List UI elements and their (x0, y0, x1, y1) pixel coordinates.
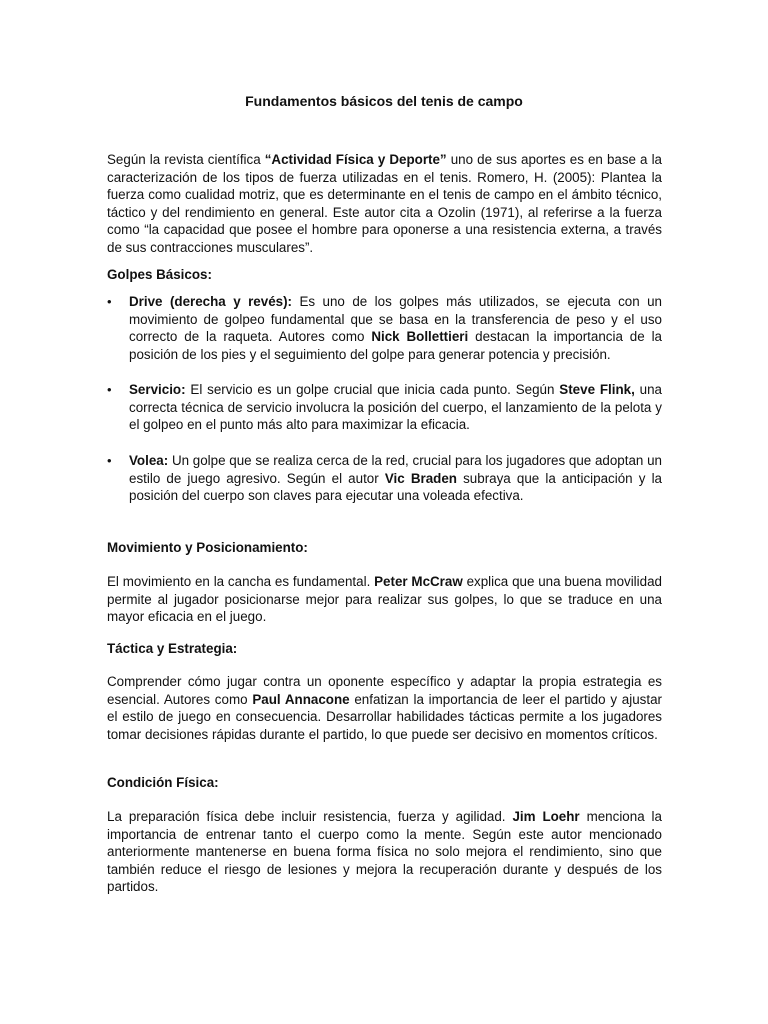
author-name: Steve Flink, (559, 382, 635, 397)
section-heading-golpes: Golpes Básicos: (107, 267, 212, 282)
paragraph-text: enfatizan la importancia de leer el partido y ajustar el estilo de juego en consecuencia. Desarrollar habilidades tácticas permite a los jugadores tomar decisiones rápidas durante el partido, lo que puede ser decisivo en momentos críticos. (107, 691, 662, 742)
movimiento-paragraph (107, 573, 662, 626)
section-heading-condicion: Condición Física: (107, 775, 219, 790)
term-drive: Drive (derecha y revés): (129, 294, 293, 309)
bullet-icon: • (107, 382, 112, 397)
list-item-volea (107, 452, 662, 505)
author-name: Nick Bollettieri (371, 329, 469, 345)
item-text: Un golpe que se realiza cerca de la red, crucial para los jugadores que adoptan un estilo de juego agresivo. Según el autor (129, 453, 662, 486)
item-text: Es uno de los golpes más utilizados, se ejecuta con un movimiento de golpeo fundamental que se basa en la transferencia de peso y el uso correcto de la raqueta. Autores como (129, 294, 662, 345)
author-name: Peter McCraw (374, 574, 463, 589)
paragraph-text: explica que una buena movilidad permite al jugador posicionarse mejor para realizar sus golpes, lo que se traduce en una mayor eficacia en el juego. (107, 574, 662, 625)
section-heading-movimiento: Movimiento y Posicionamiento: (107, 540, 308, 555)
document-title: Fundamentos básicos del tenis de campo (245, 93, 523, 109)
condicion-paragraph (107, 808, 662, 896)
item-text: destacan la importancia de la posición de los pies y el seguimiento del golpe para generar potencia y precisión. (129, 329, 662, 362)
intro-paragraph (107, 151, 662, 257)
author-name: Paul Annacone (252, 691, 350, 707)
paragraph-text: menciona la importancia de entrenar tanto el cuerpo como la mente. Según este autor mencionado anteriormente mantenerse en buena forma física no solo mejora el rendimiento, sino que también reduce el riesgo de lesiones y mejora la recuperación durante y después de los partidos. (107, 809, 662, 895)
author-name: Jim Loehr (512, 809, 580, 824)
list-item-servicio (107, 381, 662, 434)
term-servicio: Servicio: (129, 382, 186, 397)
item-text: subraya que la anticipación y la posición del cuerpo son claves para ejecutar una voleada efectiva. (129, 470, 662, 504)
author-name: Vic Braden (384, 470, 457, 486)
tactica-paragraph (107, 673, 662, 743)
intro-text-start: Según la revista científica (107, 152, 265, 167)
section-heading-tactica: Táctica y Estrategia: (107, 641, 238, 656)
paragraph-text: El movimiento en la cancha es fundamental. (107, 574, 375, 589)
term-volea: Volea: (129, 453, 169, 468)
paragraph-text: La preparación física debe incluir resistencia, fuerza y agilidad. (107, 809, 513, 824)
bullet-icon: • (107, 294, 112, 309)
item-text: una correcta técnica de servicio involucra la posición del cuerpo, el lanzamiento de la pelota y el golpeo en el punto más alto para maximizar la eficacia. (129, 382, 663, 433)
paragraph-text: Comprender cómo jugar contra un oponente específico y adaptar la propia estrategia es esencial. Autores como (107, 674, 662, 707)
intro-text-rest: uno de sus aportes es en base a la caracterización de los tipos de fuerza utilizadas en el tenis. Romero, H. (2005): Plantea la fuerza como cualidad motriz, que es determinante en el tenis de campo en el ámbito técnico, táctico y del rendimiento en general. Este autor cita a Ozolin (1971), al referirse a la fuerza como “la capacidad que posee el hombre para oponerse a una resistencia externa, a través de sus contracciones musculares”. (107, 152, 663, 255)
list-item-drive (107, 293, 662, 363)
journal-name: “Actividad Física y Deporte” (264, 152, 447, 167)
item-text: El servicio es un golpe crucial que inicia cada punto. Según (185, 382, 560, 397)
bullet-icon: • (107, 453, 112, 468)
